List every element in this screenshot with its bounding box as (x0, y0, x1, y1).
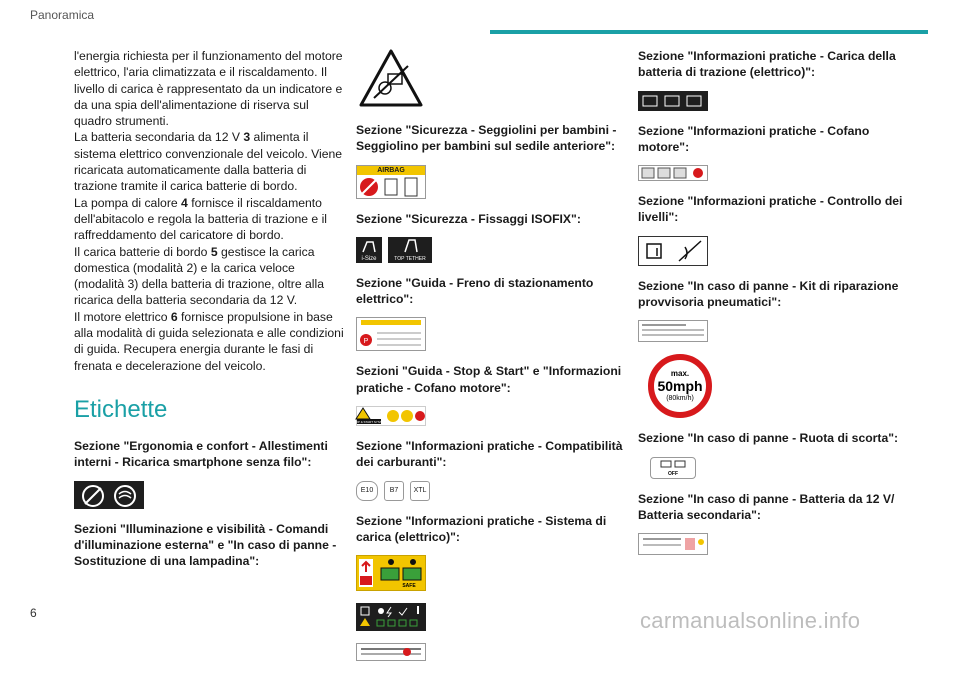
parking-brake-label-icon (356, 317, 426, 351)
paragraph-1: l'energia richiesta per il funzionamento del motore elettrico, l'aria climatizzata e il riscaldamento. Il livello di carica è rappresentato da un indicatore e da una spia dell'alimentazione di riserva sul quadro strumenti. (74, 49, 343, 129)
charging-status-label-icon (356, 603, 426, 631)
label-child-seat: Sezione "Sicurezza - Seggiolini per bambini - Seggiolino per bambini sul sedile anteriore": (356, 123, 617, 154)
child-seat-warning-image (358, 48, 626, 110)
speed-kmh-text: (80km/h) (666, 395, 694, 403)
spare-wheel-label-image (650, 457, 913, 479)
running-header: Panoramica (30, 8, 95, 22)
charging-safety-label-icon (356, 555, 426, 591)
column-1 (74, 48, 344, 579)
label-traction-battery: Sezione "Informazioni pratiche - Carica della batteria di trazione (elettrico)": (638, 49, 896, 80)
paragraph-2: La batteria secondaria da 12 V 3 alimenta il sistema elettrico convenzionale del veicolo. Viene ricaricata automaticamente dalla batteria di trazione tramite il carica batterie di bordo. (74, 130, 343, 194)
label-fuel-compatibility: Sezione "Informazioni pratiche - Compatibilità dei carburanti": (356, 439, 623, 470)
paragraph-4: Il carica batterie di bordo 5 gestisce la carica domestica (modalità 2) e la carica veloce (modalità 3) della batteria di trazione, oltre alla ricarica della batteria secondaria da 12 V. (74, 244, 324, 308)
label-12v-battery: Sezione "In caso di panne - Batteria da 12 V/ Batteria secondaria": (638, 491, 895, 522)
label-tyre-repair-kit: Sezione "In caso di panne - Kit di riparazione provvisoria pneumatici": (638, 278, 899, 310)
level-check-label-image (638, 236, 913, 266)
level-check-label-icon (638, 236, 708, 266)
charging-system-label-1 (356, 555, 626, 591)
column-3 (638, 48, 913, 567)
page-number: 6 (30, 606, 37, 620)
engine-bonnet-label-image (638, 165, 913, 181)
top-tether-icon (388, 237, 432, 263)
safe-text: SAFE (402, 583, 416, 590)
isofix-label-images (356, 237, 626, 263)
intro-text (74, 48, 344, 374)
charging-system-label-3 (356, 643, 626, 661)
paragraph-3: La pompa di calore 4 fornisce il riscaldamento dell'abitacolo e regola la batteria di trazione e il raffreddamento del caricatore di bordo. (74, 195, 328, 243)
label-charging-system: Sezione "Informazioni pratiche - Sistema di carica (elettrico)": (356, 513, 607, 544)
header-accent-bar (490, 30, 928, 34)
stop-start-label-icon (351, 406, 426, 426)
airbag-label-icon (356, 165, 426, 199)
speed-mph-text: 50mph (657, 378, 703, 395)
stop-start-label-image (351, 406, 626, 426)
label-wireless-charging: Sezione "Ergonomia e confort - Allestimenti interni - Ricarica smartphone senza filo": (74, 438, 328, 470)
battery-12v-label-icon (638, 533, 708, 555)
fuel-xtl-icon: XTL (410, 481, 430, 501)
label-isofix: Sezione "Sicurezza - Fissaggi ISOFIX": (356, 211, 581, 226)
top-tether-text: TOP TETHER (394, 255, 426, 262)
label-spare-wheel: Sezione "In caso di panne - Ruota di scorta": (638, 431, 899, 446)
charging-system-label-2 (356, 603, 626, 631)
tyre-repair-label-icon (638, 320, 708, 342)
traction-battery-label-icon (638, 91, 708, 111)
speed-max-text: max. (670, 369, 690, 379)
label-engine-bonnet: Sezione "Informazioni pratiche - Cofano motore": (638, 123, 870, 154)
label-level-check: Sezione "Informazioni pratiche - Controllo dei livelli": (638, 194, 903, 225)
stop-start-text: STOP & START SYSTEM (351, 420, 387, 425)
label-image-wireless (74, 481, 344, 509)
tyre-repair-label-image (638, 320, 913, 342)
label-stop-start: Sezioni "Guida - Stop & Start" e "Informazioni pratiche - Cofano motore": (356, 364, 622, 395)
isize-icon (356, 237, 382, 263)
fuel-label-images (356, 481, 626, 501)
fuel-b7-icon: B7 (384, 481, 404, 501)
fuel-e10-icon: E10 (356, 481, 378, 501)
battery-12v-label-image (638, 533, 913, 555)
wireless-charging-label-icon (74, 481, 144, 509)
parking-brake-label-image (356, 317, 626, 351)
speed-limit-sign (648, 354, 913, 418)
engine-bonnet-label-icon (638, 165, 708, 181)
paragraph-5: Il motore elettrico 6 fornisce propulsione in base alla modalità di guida selezionata e alle condizioni di guida. Recupera energia durante le fasi di frenata e decelerazione del veicolo. (74, 309, 344, 373)
traction-battery-label-image (638, 91, 913, 111)
speed-limit-icon (648, 354, 712, 418)
off-text: OFF (668, 470, 678, 477)
child-seat-warning-icon (358, 48, 424, 110)
airbag-text: AIRBAG (357, 166, 425, 175)
isize-text: i-Size (361, 255, 377, 262)
label-parking-brake: Sezione "Guida - Freno di stazionamento elettrico": (356, 275, 594, 307)
spare-wheel-label-icon (650, 457, 696, 479)
watermark: carmanualsonline.info (640, 608, 861, 633)
column-2 (351, 48, 626, 673)
svg-text:P: P (363, 338, 369, 346)
airbag-label-image (356, 165, 626, 199)
label-exterior-lighting: Sezioni "Illuminazione e visibilità - Comandi d'illuminazione esterna" e "In caso di panne - Sostituzione di una lampadina": (74, 521, 337, 569)
charging-cable-label-icon (356, 643, 426, 661)
section-heading-etichette: Etichette (74, 395, 168, 423)
